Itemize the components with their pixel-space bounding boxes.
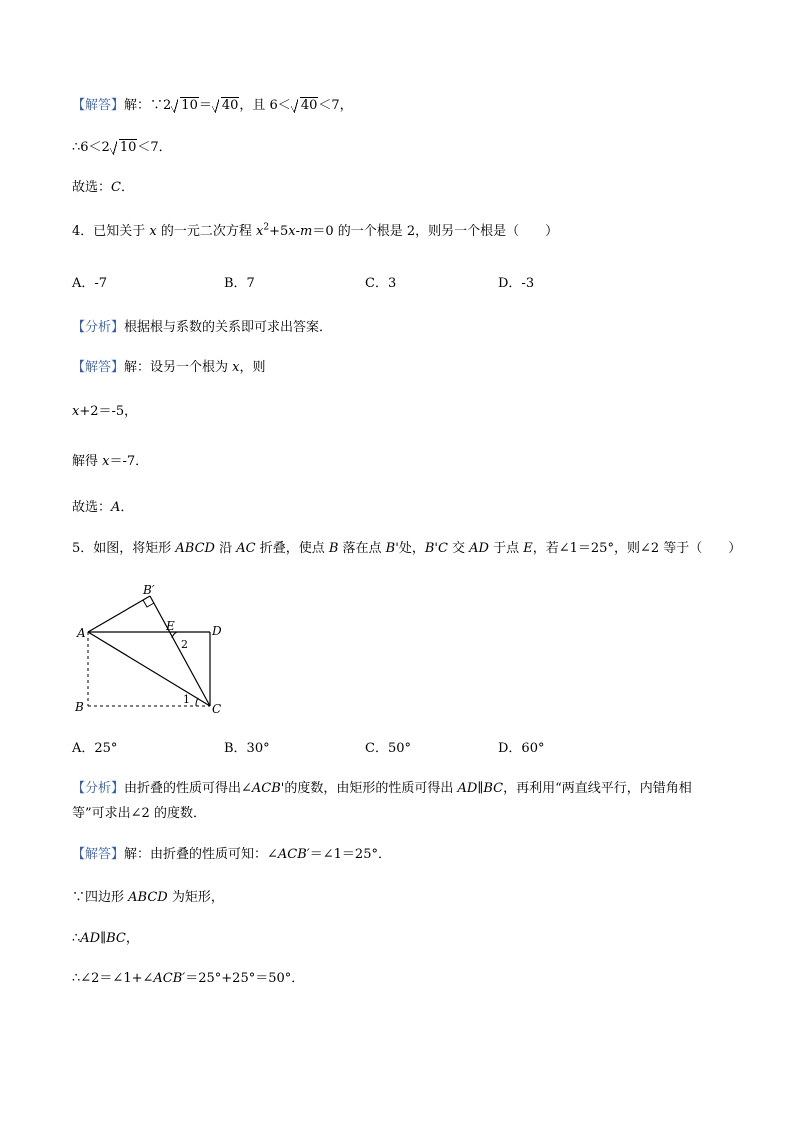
q4-solution: 解得 x＝-7． xyxy=(72,454,149,469)
q3-conclusion-line: ∴6＜2 10＜7． xyxy=(72,138,172,158)
q5-option-c: C．50° xyxy=(365,741,411,756)
segment-ab-prime xyxy=(88,596,150,632)
label-angle-2: 2 xyxy=(181,638,188,651)
angle-1-arc xyxy=(196,698,198,706)
label-d: D xyxy=(212,624,222,638)
label-angle-1: 1 xyxy=(183,693,190,706)
label-e: E xyxy=(166,619,175,633)
q4-option-b: B．7 xyxy=(224,276,255,291)
q4-analysis: 【分析】根据根与系数的关系即可求出答案． xyxy=(72,320,333,335)
label-a: A xyxy=(77,626,86,640)
analysis-tag: 【分析】 xyxy=(72,320,125,335)
q5-option-a: A．25° xyxy=(72,741,118,756)
folded-rectangle-figure xyxy=(70,578,240,718)
answer-tag: 【解答】 xyxy=(72,98,125,113)
sqrt-10: 10 xyxy=(171,96,199,116)
sqrt-40: 40 xyxy=(291,96,319,116)
q4-options xyxy=(0,272,794,292)
q4-answer: 【解答】解：设另一个根为 x，则 xyxy=(72,360,266,375)
label-b-prime: B′ xyxy=(143,583,155,597)
analysis-tag: 【分析】 xyxy=(72,781,125,796)
sqrt-10: 10 xyxy=(110,138,138,158)
q4-choice-line: 故选：A． xyxy=(72,500,134,515)
q5-option-b: B．30° xyxy=(224,741,270,756)
q3-choice-line: 故选：C． xyxy=(72,180,134,195)
q5-answer-line-4: ∴∠2＝∠1+∠ACB′＝25°+25°＝50°． xyxy=(72,971,305,986)
label-b: B xyxy=(75,700,84,714)
answer-tag: 【解答】 xyxy=(72,360,125,375)
label-c: C xyxy=(212,702,222,716)
q5-option-d: D．60° xyxy=(498,741,545,756)
q4-option-d: D．-3 xyxy=(498,276,535,291)
q4-equation: x+2＝-5， xyxy=(72,404,138,419)
q5-answer-line-1: 【解答】解：由折叠的性质可知：∠ACB′＝∠1＝25°． xyxy=(72,847,391,862)
q5-stem: 5．如图，将矩形 ABCD 沿 AC 折叠，使点 B 落在点 B'处，B'C 交 AD 于点 E，若∠1＝25°，则∠2 等于（ ） xyxy=(72,541,742,556)
segment-ac xyxy=(88,632,210,706)
q4-option-a: A．-7 xyxy=(72,276,108,291)
q5-options xyxy=(0,737,794,757)
answer-tag: 【解答】 xyxy=(72,847,125,862)
q5-analysis: 【分析】由折叠的性质可得出∠ACB'的度数，由矩形的性质可得出 AD∥BC，再利用“两直线平行，内错角相等”可求出∠2 的度数． xyxy=(72,781,692,821)
q5-answer-line-2: ∵四边形 ABCD 为矩形， xyxy=(72,890,224,905)
q5-answer-line-3: ∴AD∥BC， xyxy=(72,931,139,946)
sqrt-40: 40 xyxy=(212,96,240,116)
segment-b-prime-c xyxy=(150,596,210,706)
q3-answer-line: 【解答】解：∵2 10＝ 40，且 6＜ 40＜7， xyxy=(72,96,353,116)
q4-option-c: C．3 xyxy=(365,276,397,291)
q4-stem: 4．已知关于 x 的一元二次方程 $x^2+5x-m=0$ 的一个根是 2，则另一个根是（ ） xyxy=(72,222,559,239)
